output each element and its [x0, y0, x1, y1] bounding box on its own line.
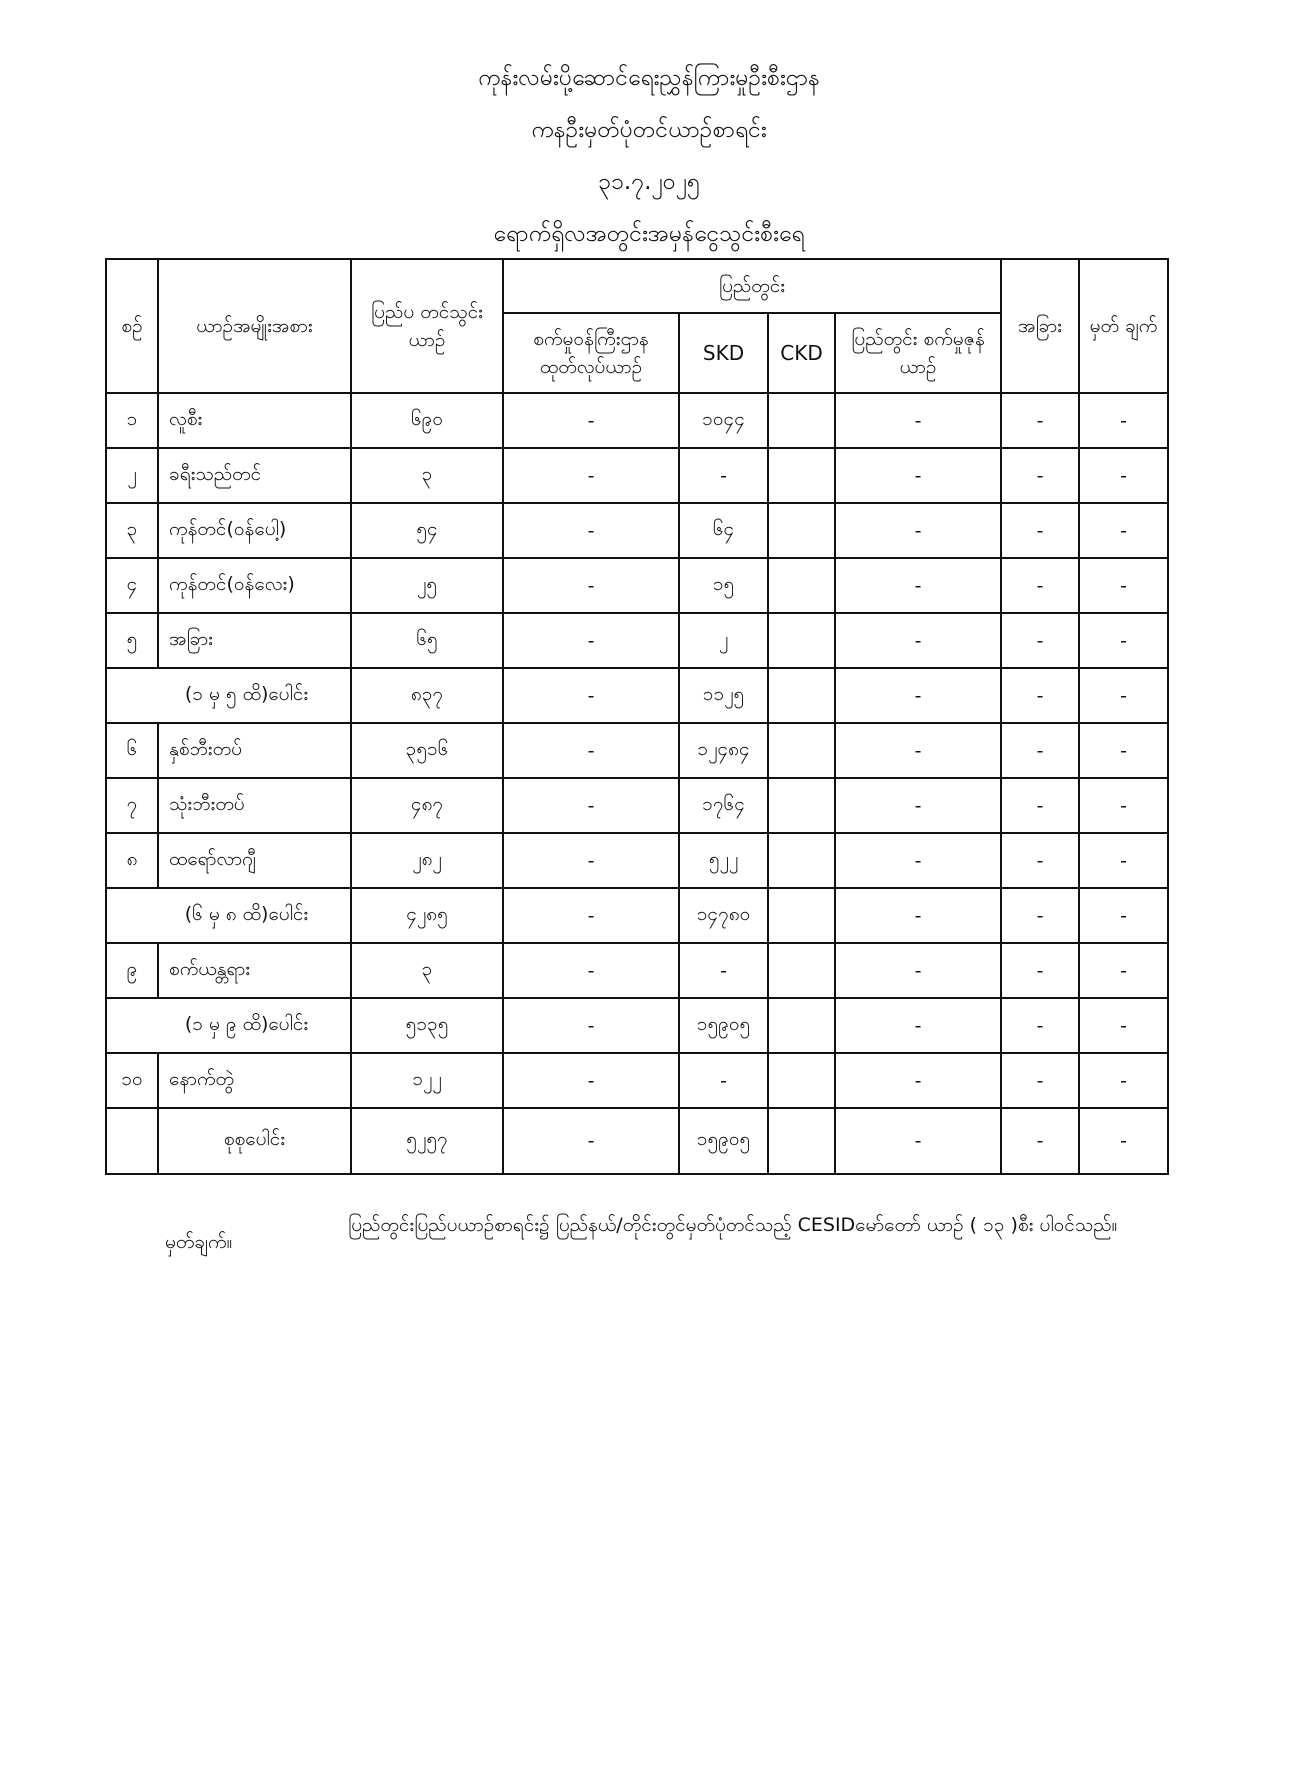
total-remarks: -: [1079, 1108, 1168, 1174]
cell-skd: ၁၇၆၄: [679, 778, 768, 833]
table-body: [106, 393, 1168, 1174]
cell-ckd: [768, 1053, 835, 1108]
cell-ckd: [768, 888, 835, 943]
cell-other: -: [1001, 998, 1079, 1053]
cell-other: -: [1001, 448, 1079, 503]
cell-ministry: -: [503, 668, 679, 723]
cell-imported: ၅၁၃၅: [351, 998, 503, 1053]
cell-local: -: [835, 998, 1001, 1053]
cell-skd: -: [679, 1053, 768, 1108]
cell-no: ၈: [106, 833, 158, 888]
total-label: စုစုပေါင်း: [158, 1108, 351, 1174]
cell-no: ၁၀: [106, 1053, 158, 1108]
header-ministry: စက်မှုဝန်ကြီးဌာန ထုတ်လုပ်ယာဉ်: [503, 313, 679, 393]
cell-remarks: -: [1079, 998, 1168, 1053]
cell-ckd: [768, 998, 835, 1053]
cell-imported: ၈၃၇: [351, 668, 503, 723]
table-row: [106, 558, 1168, 613]
cell-other: -: [1001, 503, 1079, 558]
cell-skd: ၁၅၉၀၅: [679, 998, 768, 1053]
total-other: -: [1001, 1108, 1079, 1174]
cell-remarks: -: [1079, 393, 1168, 448]
cell-no: ၂: [106, 448, 158, 503]
subtotal-label: (၁ မှ ၉ ထိ)ပေါင်း: [106, 998, 351, 1053]
cell-local: -: [835, 503, 1001, 558]
cell-remarks: -: [1079, 1053, 1168, 1108]
cell-ckd: [768, 723, 835, 778]
cell-local: -: [835, 558, 1001, 613]
cell-name: နောက်တွဲ: [158, 1053, 351, 1108]
cell-imported: ၁၂၂: [351, 1053, 503, 1108]
cell-no: ၄: [106, 558, 158, 613]
register-title: ကနဦးမှတ်ပုံတင်ယာဉ်စာရင်း: [531, 117, 767, 143]
cell-local: -: [835, 668, 1001, 723]
cell-no: ၉: [106, 943, 158, 998]
cell-imported: ၃: [351, 943, 503, 998]
cell-name: ခရီးသည်တင်: [158, 448, 351, 503]
cell-skd: ၁၄၇၈၀: [679, 888, 768, 943]
cell-imported: ၅၄: [351, 503, 503, 558]
cell-ministry: -: [503, 613, 679, 668]
footnote: [0, 1200, 1298, 1280]
header-no: စဉ်: [106, 259, 158, 393]
cell-skd: ၁၅: [679, 558, 768, 613]
cell-ministry: -: [503, 393, 679, 448]
table-row: [106, 943, 1168, 998]
cell-other: -: [1001, 888, 1079, 943]
cell-other: -: [1001, 558, 1079, 613]
cell-imported: ၆၅: [351, 613, 503, 668]
cell-ministry: -: [503, 943, 679, 998]
cell-local: -: [835, 448, 1001, 503]
table-row: [106, 448, 1168, 503]
cell-ministry: -: [503, 723, 679, 778]
total-row: [106, 1108, 1168, 1174]
cell-remarks: -: [1079, 833, 1168, 888]
cell-remarks: -: [1079, 503, 1168, 558]
cell-local: -: [835, 778, 1001, 833]
cell-name: ကုန်တင်(ဝန်လေး): [158, 558, 351, 613]
cell-no: ၇: [106, 778, 158, 833]
department-title: ကုန်းလမ်းပို့ဆောင်ရေးညွှန်ကြားမှုဦးစီးဌာန: [478, 65, 820, 91]
cell-other: -: [1001, 613, 1079, 668]
cell-local: -: [835, 888, 1001, 943]
header-other: အခြား: [1001, 259, 1079, 393]
cell-remarks: -: [1079, 888, 1168, 943]
cell-no: ၆: [106, 723, 158, 778]
cell-imported: ၂၅: [351, 558, 503, 613]
cell-remarks: -: [1079, 943, 1168, 998]
cell-imported: ၃: [351, 448, 503, 503]
subtotal-row: [106, 998, 1168, 1053]
header-local-factory: ပြည်တွင်း စက်မှုဇုန်ယာဉ်: [835, 313, 1001, 393]
cell-remarks: -: [1079, 558, 1168, 613]
cell-skd: -: [679, 448, 768, 503]
cell-other: -: [1001, 943, 1079, 998]
cell-ministry: -: [503, 778, 679, 833]
cell-name: နှစ်ဘီးတပ်: [158, 723, 351, 778]
table-row: [106, 723, 1168, 778]
header-remarks: မှတ် ချက်: [1079, 259, 1168, 393]
cell-name: အခြား: [158, 613, 351, 668]
registration-table: [105, 258, 1169, 1175]
cell-skd: ၁၁၂၅: [679, 668, 768, 723]
subtotal-row: [106, 668, 1168, 723]
cell-ckd: [768, 778, 835, 833]
footnote-label: မှတ်ချက်။: [165, 1231, 233, 1253]
cell-other: -: [1001, 723, 1079, 778]
cell-no: ၁: [106, 393, 158, 448]
header-skd: SKD: [679, 313, 768, 393]
cell-imported: ၆၉၀: [351, 393, 503, 448]
table-row: [106, 393, 1168, 448]
cell-imported: ၄၂၈၅: [351, 888, 503, 943]
cell-remarks: -: [1079, 723, 1168, 778]
cell-skd: ၁၂၄၈၄: [679, 723, 768, 778]
cell-ministry: -: [503, 1053, 679, 1108]
cell-imported: ၃၅၁၆: [351, 723, 503, 778]
total-local: -: [835, 1108, 1001, 1174]
cell-no: ၅: [106, 613, 158, 668]
total-imported: ၅၂၅၇: [351, 1108, 503, 1174]
cell-other: -: [1001, 778, 1079, 833]
cell-ckd: [768, 943, 835, 998]
footnote-text: ပြည်တွင်းပြည်ပယာဉ်စာရင်း၌ ပြည်နယ်/တိုင်းတွင်မှတ်ပုံတင်သည့် CESIDမော်တော် ယာဉ် ( ၁၃ )စီး ပါဝင်သည်။: [348, 1214, 1118, 1236]
cell-ckd: [768, 393, 835, 448]
cell-name: စက်ယန္တရား: [158, 943, 351, 998]
cell-ministry: -: [503, 998, 679, 1053]
header-imported: ပြည်ပ တင်သွင်းယာဉ်: [351, 259, 503, 393]
cell-ministry: -: [503, 448, 679, 503]
table-row: [106, 613, 1168, 668]
cell-skd: ၆၄: [679, 503, 768, 558]
report-subtitle: ရောက်ရှိလအတွင်းအမှန်ငွေသွင်းစီးရေ: [493, 221, 805, 247]
cell-ministry: -: [503, 888, 679, 943]
table-row: [106, 503, 1168, 558]
total-ckd: [768, 1108, 835, 1174]
cell-imported: ၄၈၇: [351, 778, 503, 833]
cell-local: -: [835, 1053, 1001, 1108]
cell-local: -: [835, 723, 1001, 778]
cell-remarks: -: [1079, 668, 1168, 723]
cell-local: -: [835, 613, 1001, 668]
header-vehicle-type: ယာဉ်အမျိုးအစား: [158, 259, 351, 393]
subtotal-label: (၆ မှ ၈ ထိ)ပေါင်း: [106, 888, 351, 943]
cell-local: -: [835, 943, 1001, 998]
cell-skd: -: [679, 943, 768, 998]
table-row: [106, 778, 1168, 833]
table-row: [106, 1053, 1168, 1108]
cell-ckd: [768, 668, 835, 723]
total-ministry: -: [503, 1108, 679, 1174]
total-no-cell: [106, 1108, 158, 1174]
subtotal-row: [106, 888, 1168, 943]
cell-local: -: [835, 393, 1001, 448]
cell-imported: ၂၈၂: [351, 833, 503, 888]
cell-other: -: [1001, 393, 1079, 448]
cell-remarks: -: [1079, 448, 1168, 503]
cell-name: ကုန်တင်(ဝန်ပေါ့): [158, 503, 351, 558]
cell-ckd: [768, 558, 835, 613]
header-ckd: CKD: [768, 313, 835, 393]
cell-name: လူစီး: [158, 393, 351, 448]
total-skd: ၁၅၉၀၅: [679, 1108, 768, 1174]
cell-ckd: [768, 833, 835, 888]
cell-ckd: [768, 448, 835, 503]
cell-name: ထရော်လာဂျီ: [158, 833, 351, 888]
cell-local: -: [835, 833, 1001, 888]
cell-remarks: -: [1079, 778, 1168, 833]
cell-skd: ၂: [679, 613, 768, 668]
cell-no: ၃: [106, 503, 158, 558]
cell-ministry: -: [503, 503, 679, 558]
report-date: ၃၁.၇.၂၀၂၅: [598, 169, 700, 195]
cell-name: သုံးဘီးတပ်: [158, 778, 351, 833]
cell-other: -: [1001, 833, 1079, 888]
cell-ministry: -: [503, 558, 679, 613]
cell-other: -: [1001, 1053, 1079, 1108]
cell-ckd: [768, 503, 835, 558]
cell-ckd: [768, 613, 835, 668]
cell-ministry: -: [503, 833, 679, 888]
cell-skd: ၅၂၂: [679, 833, 768, 888]
cell-skd: ၁၀၄၄: [679, 393, 768, 448]
header-domestic: ပြည်တွင်း: [503, 259, 1001, 313]
subtotal-label: (၁ မှ ၅ ထိ)ပေါင်း: [106, 668, 351, 723]
table-row: [106, 833, 1168, 888]
cell-remarks: -: [1079, 613, 1168, 668]
document-header: [0, 52, 1298, 260]
cell-other: -: [1001, 668, 1079, 723]
